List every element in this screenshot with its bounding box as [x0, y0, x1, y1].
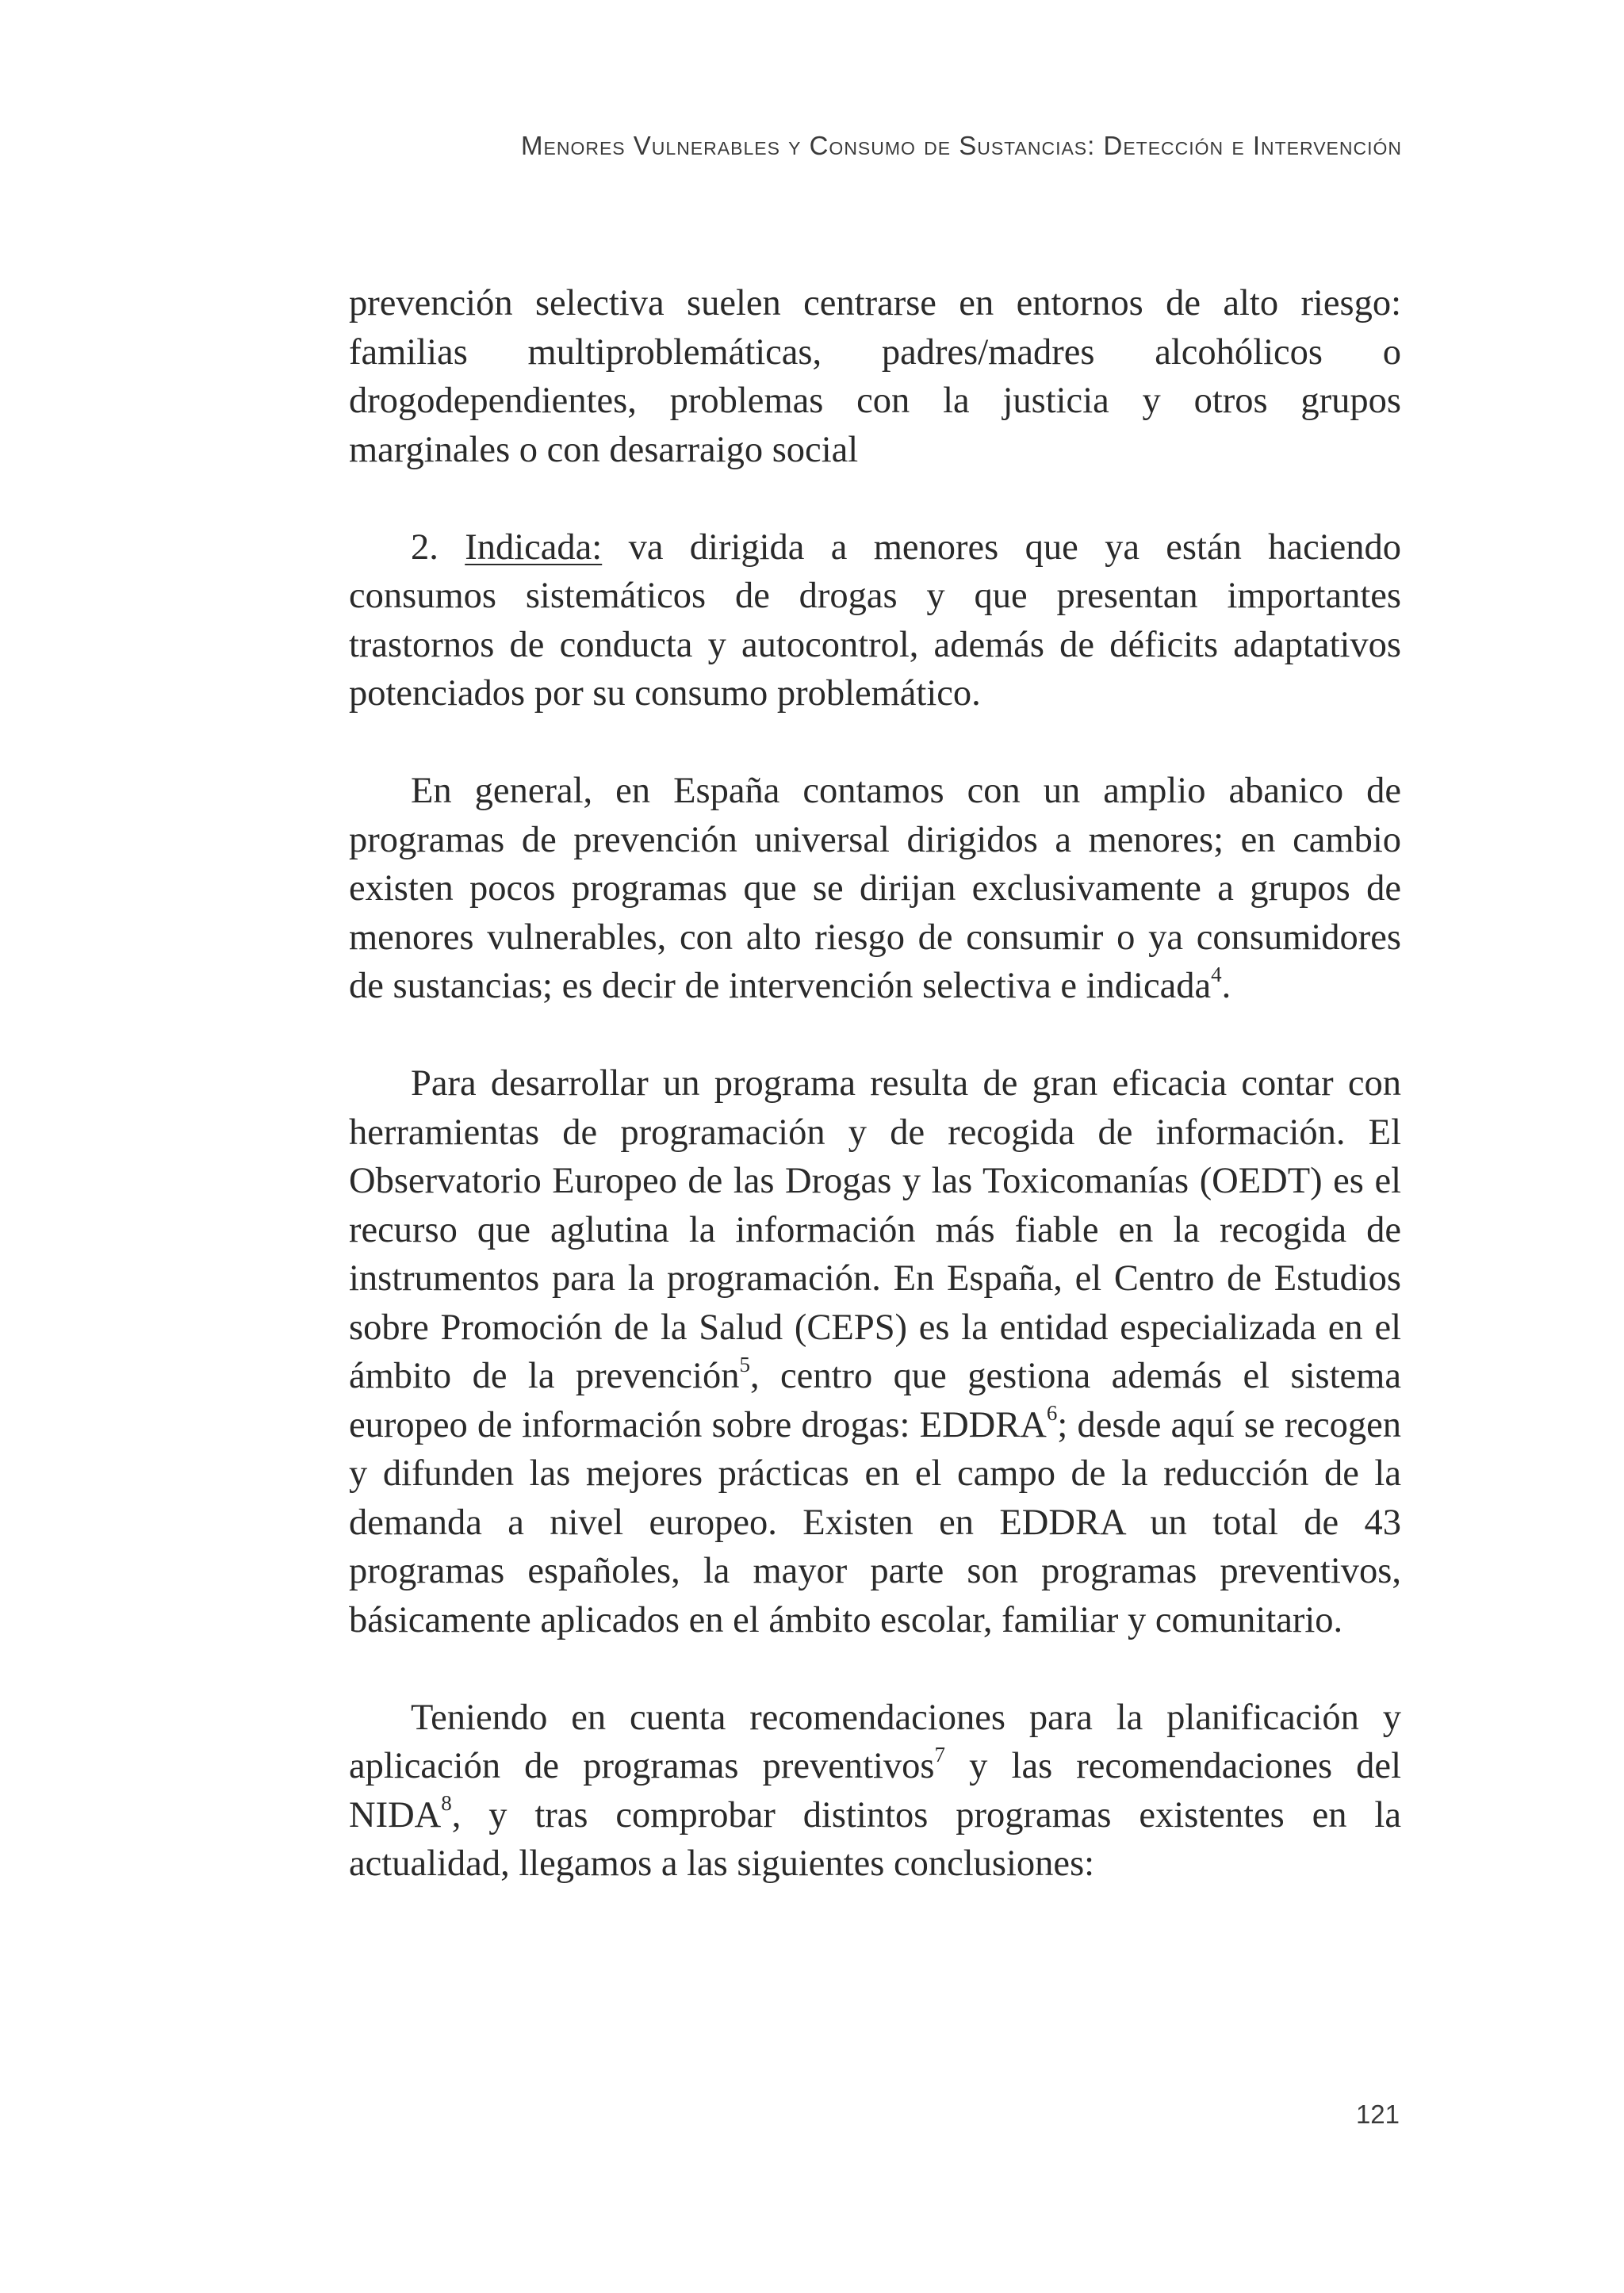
paragraph-5-part3: , y tras comprobar distintos programas existentes en la actualidad, llegamos a las siguientes conclusiones: [349, 1794, 1401, 1884]
page-number: 121 [1355, 2100, 1400, 2129]
footnote-ref-8: 8 [441, 1791, 452, 1815]
term-indicada: Indicada: [465, 526, 603, 568]
running-header: Menores Vulnerables y Consumo de Sustancias: Detección e Intervención [521, 131, 1402, 160]
paragraph-5-part1: Teniendo en cuenta recomendaciones para la planificación y aplicación de programas preventivos [349, 1697, 1401, 1786]
footnote-ref-5: 5 [739, 1352, 750, 1376]
paragraph-4-part3: ; desde aquí se recogen y difunden las mejores prácticas en el campo de la reducción de la demanda a nivel europeo. Existen en EDDRA un total de 43 programas españoles, la mayor parte son programas preventivos, básicamente aplicados en el ámbito escolar, familiar y comunitario. [349, 1404, 1401, 1640]
list-number: 2. [411, 526, 439, 568]
paragraph-4 [349, 1059, 1401, 1644]
footnote-ref-7: 7 [934, 1742, 946, 1767]
paragraph-2-text: va dirigida a menores que ya están haciendo consumos sistemáticos de drogas y que presentan importantes trastornos de conducta y autocontrol, además de déficits adaptativos potenciados por su consumo problemático. [349, 526, 1402, 714]
paragraph-5 [349, 1694, 1401, 1889]
paragraph-3-tail: . [1221, 966, 1231, 1006]
body-text [349, 279, 1401, 1937]
paragraph-4-part1: Para desarrollar un programa resulta de gran eficacia contar con herramientas de programación y de recogida de información. El Observatorio Europeo de las Drogas y las Toxicomanías (OEDT) es el recurso que aglutina la información más fiable en la recogida de instrumentos para la programación. En España, el Centro de Estudios sobre Promoción de la Salud (CEPS) es la entidad especializada en el ámbito de la prevención [349, 1063, 1401, 1396]
paragraph-3-text: En general, en España contamos con un amplio abanico de programas de prevención universal dirigidos a menores; en cambio existen pocos programas que se dirijan exclusivamente a grupos de menores vulnerables, con alto riesgo de consumir o ya consumidores de sustancias; es decir de intervención selectiva e indicada [349, 771, 1401, 1006]
paragraph-4-part2: , centro que gestiona además el sistema europeo de información sobre drogas: EDDRA [349, 1356, 1401, 1445]
paragraph-3 [349, 767, 1401, 1011]
paragraph-2 [349, 523, 1401, 718]
paragraph-5-part2: y las recomendaciones del NIDA [349, 1746, 1401, 1836]
footnote-ref-6: 6 [1046, 1401, 1058, 1425]
footnote-ref-4: 4 [1211, 962, 1222, 986]
paragraph-1: prevención selectiva suelen centrarse en entornos de alto riesgo: familias multiproblemáticas, padres/madres alcohólicos o drogodependientes, problemas con la justicia y otros grupos marginales o con desarraigo social [349, 283, 1401, 470]
